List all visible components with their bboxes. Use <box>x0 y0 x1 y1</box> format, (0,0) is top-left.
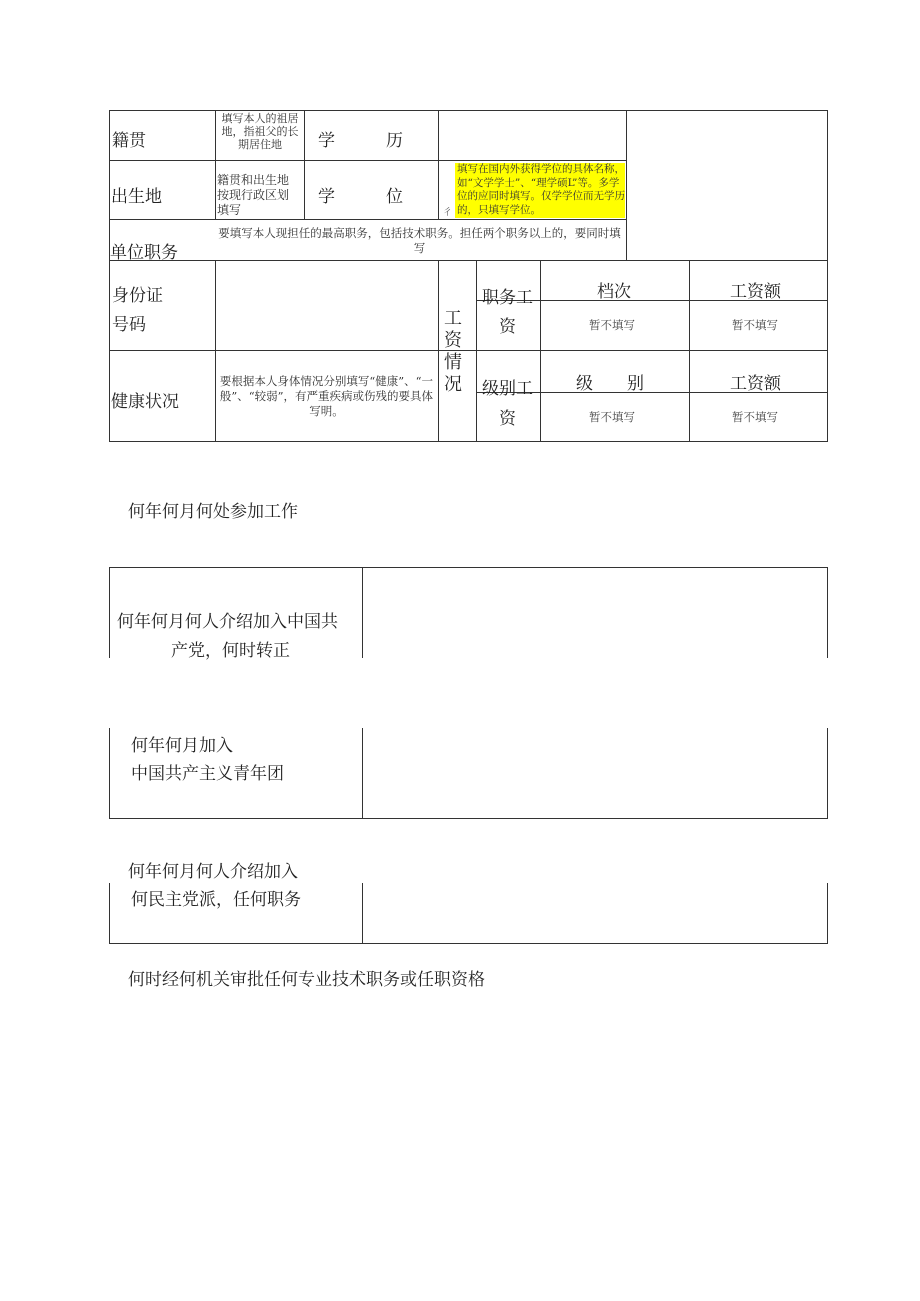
grade-amount-value: 暂不填写 <box>732 410 778 424</box>
grade-salary-label-1: 级别工 <box>482 379 533 399</box>
grade-level-value: 暂不填写 <box>589 410 635 424</box>
duty-salary-label-2: 资 <box>499 317 516 337</box>
degree-label: 学 位 <box>318 187 403 207</box>
id-number-label-2: 号码 <box>112 315 146 335</box>
native-place-label: 籍贯 <box>112 131 146 151</box>
salary-label: 工资情况 <box>444 308 462 395</box>
degree-marker: 彳 <box>443 208 453 218</box>
photo-area <box>627 111 827 260</box>
youth-league-label-2: 中国共产主义青年团 <box>131 764 284 784</box>
level-header: 级 别 <box>576 374 644 394</box>
degree-hint: 填写在国内外获得学位的具体名称，如“文学学士”、“理学硕L”等。多学位的应同时填写。仅学学位而无学历的，只填写学位。 <box>455 163 625 218</box>
cpc-join-label-2: 产党，何时转正 <box>171 641 290 661</box>
education-label: 学 历 <box>318 131 403 151</box>
youth-league-value[interactable] <box>363 728 827 818</box>
amount-header-2: 工资额 <box>730 374 781 394</box>
health-hint: 要根据本人身体情况分别填写“健康”、“一般”、“较弱”，有严重疾病或伤残的要具体写明。 <box>219 374 434 418</box>
position-label: 单位职务 <box>110 243 178 263</box>
id-number-value[interactable] <box>216 261 438 350</box>
cpc-join-label-1: 何年何月何人介绍加入中国共 <box>117 612 338 632</box>
youth-league-label-1: 何年何月加入 <box>131 736 233 756</box>
birthplace-hint: 籍贯和出生地按现行政区划填写 <box>217 173 290 217</box>
health-label: 健康状况 <box>111 392 179 412</box>
duty-salary-label-1: 职务工 <box>482 288 533 308</box>
native-place-hint: 填写本人的祖居地，指祖父的长期居住地 <box>221 112 299 151</box>
work-start-heading: 何年何月何处参加工作 <box>128 502 298 522</box>
duty-amount-value: 暂不填写 <box>732 318 778 332</box>
birthplace-label: 出生地 <box>111 187 162 207</box>
party-join-value[interactable] <box>363 883 827 943</box>
tech-title-heading: 何时经何机关审批任何专业技术职务或任职资格 <box>128 970 485 990</box>
grade-level-header: 档次 <box>597 282 631 302</box>
amount-header-1: 工资额 <box>730 282 781 302</box>
position-hint: 要填写本人现担任的最高职务，包括技术职务。担任两个职务以上的，要同时填写 <box>218 226 621 255</box>
party-join-label-2: 何民主党派，任何职务 <box>131 890 301 910</box>
party-join-label-1: 何年何月何人介绍加入 <box>128 862 298 882</box>
cpc-join-value[interactable] <box>363 568 827 658</box>
id-number-label-1: 身份证 <box>112 286 163 306</box>
education-value[interactable] <box>439 111 626 160</box>
duty-grade-value: 暂不填写 <box>589 318 635 332</box>
grade-salary-label-2: 资 <box>499 409 516 429</box>
